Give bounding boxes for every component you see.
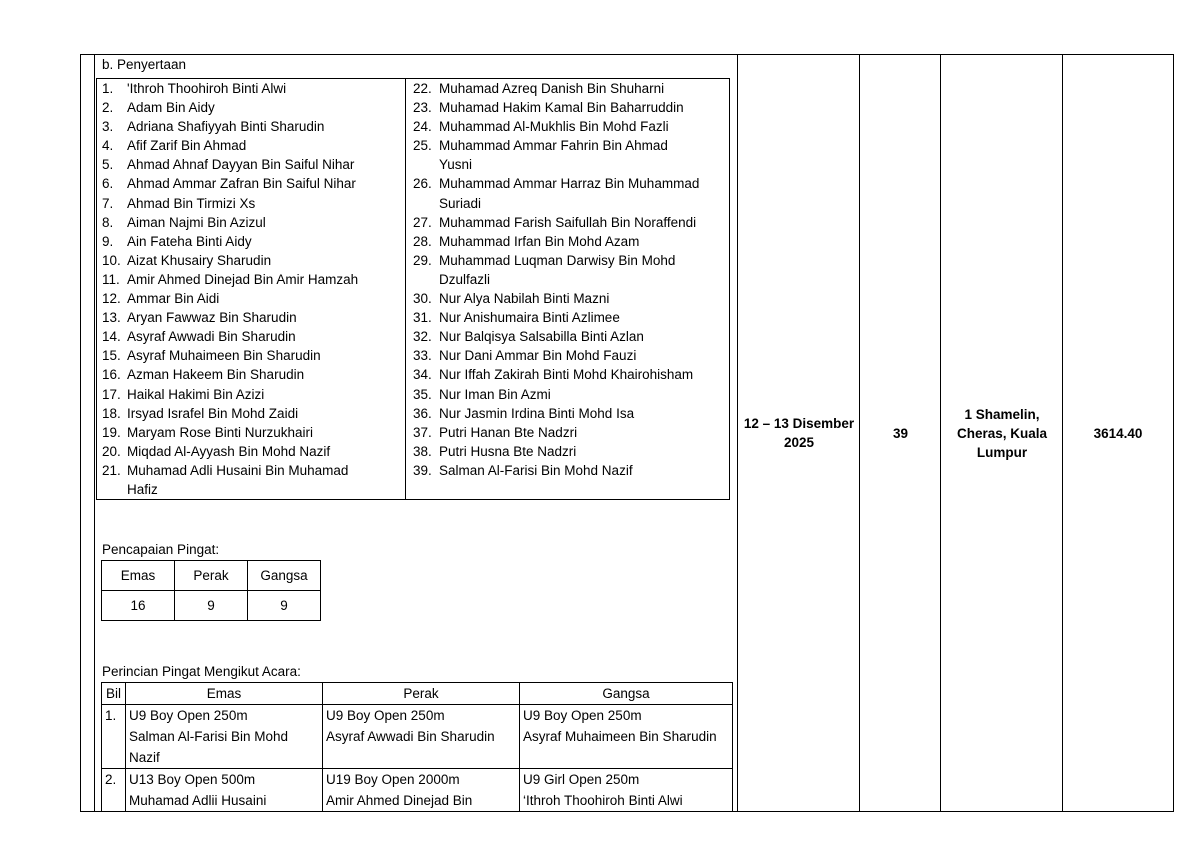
list-item-number: 23.: [413, 100, 432, 116]
athlete-name: Amir Ahmed Dinejad Bin: [326, 793, 473, 808]
list-item: [102, 289, 402, 308]
participants-left-column: [102, 79, 402, 499]
participant-name: Putri Husna Bte Nadzri: [439, 443, 577, 459]
list-item: [413, 365, 727, 384]
list-item-number: 5.: [102, 157, 114, 173]
detail-gangsa-cell: [520, 769, 733, 812]
list-item-number: 38.: [413, 443, 432, 459]
detail-header-emas: Emas: [126, 683, 323, 705]
detail-bil: 2.: [102, 769, 126, 812]
date-cell: 12 – 13 Disember 2025: [743, 416, 855, 450]
participant-name: Nur Alya Nabilah Binti Mazni: [439, 291, 610, 307]
athlete-name: Salman Al-Farisi Bin Mohd Nazif: [129, 729, 289, 765]
medal-count-gangsa: 9: [248, 591, 321, 621]
participant-name: Azman Hakeem Bin Sharudin: [127, 367, 305, 383]
detail-header-bil: Bil: [102, 683, 126, 705]
participant-name: Aiman Najmi Bin Azizul: [127, 214, 266, 230]
participant-name: Asyraf Muhaimeen Bin Sharudin: [127, 348, 321, 364]
participant-name: Asyraf Awwadi Bin Sharudin: [127, 329, 296, 345]
participant-name: Haikal Hakimi Bin Azizi: [127, 386, 265, 402]
participant-count-cell: 39: [892, 426, 909, 441]
list-item: [102, 442, 402, 461]
participant-name: Ahmad Ammar Zafran Bin Saiful Nihar: [127, 176, 356, 192]
medal-summary-label: Pencapaian Pingat:: [102, 542, 220, 557]
list-item-number: 27.: [413, 214, 432, 230]
list-item: [102, 270, 402, 289]
event-name: U13 Boy Open 500m: [129, 772, 256, 787]
detail-bil: 1.: [102, 705, 126, 769]
list-item: [102, 461, 402, 499]
participant-name: 'Ithroh Thoohiroh Binti Alwi: [127, 81, 287, 96]
list-item: [102, 136, 402, 155]
list-item: [413, 461, 727, 480]
participant-name: Ain Fateha Binti Aidy: [127, 233, 252, 249]
participant-name: Salman Al-Farisi Bin Mohd Nazif: [439, 462, 633, 478]
list-item-number: 1.: [102, 81, 114, 96]
list-item-number: 3.: [102, 119, 114, 135]
event-name: U9 Boy Open 250m: [129, 708, 248, 723]
event-name: U9 Boy Open 250m: [523, 708, 642, 723]
list-item: [413, 308, 727, 327]
medal-detail-table: [101, 682, 733, 812]
list-item-number: 10.: [102, 252, 121, 268]
list-item: [413, 232, 727, 251]
list-item: [102, 155, 402, 174]
participant-name: Aryan Fawwaz Bin Sharudin: [127, 310, 297, 326]
detail-emas-cell: [126, 705, 323, 769]
medal-header-gangsa: Gangsa: [248, 561, 321, 591]
participant-name: Muhamad Adli Husaini Bin Muhamad Hafiz: [127, 462, 349, 497]
list-item: [102, 385, 402, 404]
participant-name: Miqdad Al-Ayyash Bin Mohd Nazif: [127, 443, 331, 459]
table-row: [102, 769, 733, 812]
list-item: [102, 308, 402, 327]
list-item-number: 30.: [413, 291, 432, 307]
list-item-number: 24.: [413, 119, 432, 135]
list-item-number: 20.: [102, 443, 121, 459]
list-item: [413, 79, 727, 98]
list-item-number: 8.: [102, 214, 114, 230]
column-divider: [94, 54, 95, 812]
list-item: [413, 251, 727, 289]
participant-name: Putri Hanan Bte Nadzri: [439, 424, 578, 440]
detail-header-perak: Perak: [323, 683, 520, 705]
participant-name: Nur Iffah Zakirah Binti Mohd Khairohisham: [439, 367, 694, 383]
list-item: [413, 423, 727, 442]
list-item-number: 34.: [413, 367, 432, 383]
list-item-number: 21.: [102, 462, 121, 478]
participant-name: Ahmad Ahnaf Dayyan Bin Saiful Nihar: [127, 157, 355, 173]
list-item: [413, 404, 727, 423]
participant-name: Adam Bin Aidy: [127, 100, 215, 116]
list-item: [413, 442, 727, 461]
column-divider: [859, 54, 860, 812]
participant-name: Amir Ahmed Dinejad Bin Amir Hamzah: [127, 271, 359, 287]
list-item: [413, 213, 727, 232]
list-item-number: 35.: [413, 386, 432, 402]
detail-perak-cell: [323, 769, 520, 812]
list-item-number: 14.: [102, 329, 121, 345]
participant-name: Adriana Shafiyyah Binti Sharudin: [127, 119, 325, 135]
list-item-number: 9.: [102, 233, 114, 249]
participant-name: Nur Jasmin Irdina Binti Mohd Isa: [439, 405, 635, 421]
list-item-number: 19.: [102, 424, 121, 440]
participant-name: Nur Anishumaira Binti Azlimee: [439, 310, 620, 326]
list-item-number: 12.: [102, 291, 121, 307]
detail-perak-cell: [323, 705, 520, 769]
list-item-number: 28.: [413, 233, 432, 249]
list-item: [413, 385, 727, 404]
list-item-number: 13.: [102, 310, 121, 326]
list-item: [102, 327, 402, 346]
list-item: [102, 98, 402, 117]
medal-header-emas: Emas: [102, 561, 175, 591]
list-item-number: 2.: [102, 100, 114, 116]
column-divider: [940, 54, 941, 812]
participant-name: Nur Balqisya Salsabilla Binti Azlan: [439, 329, 644, 345]
list-item: [413, 327, 727, 346]
participant-name: Aizat Khusairy Sharudin: [127, 252, 272, 268]
event-name: U9 Girl Open 250m: [523, 772, 640, 787]
location-cell: 1 Shamelin, Cheras, Kuala Lumpur: [956, 407, 1048, 460]
amount-cell: 3614.40: [1093, 426, 1143, 441]
participant-name: Irsyad Israfel Bin Mohd Zaidi: [127, 405, 299, 421]
list-item-number: 6.: [102, 176, 114, 192]
list-item-number: 36.: [413, 405, 432, 421]
list-item-number: 29.: [413, 252, 432, 268]
list-item: [102, 423, 402, 442]
list-item-number: 31.: [413, 310, 432, 326]
event-name: U9 Boy Open 250m: [326, 708, 445, 723]
list-item: [102, 251, 402, 270]
medal-count-perak: 9: [175, 591, 248, 621]
participant-name: Muhammad Al-Mukhlis Bin Mohd Fazli: [439, 119, 669, 135]
list-item-number: 11.: [102, 271, 120, 287]
list-item: [413, 346, 727, 365]
list-item-number: 22.: [413, 81, 432, 96]
participants-right-column: [413, 79, 727, 480]
column-divider: [1062, 54, 1063, 812]
table-row: [102, 705, 733, 769]
participant-name: Maryam Rose Binti Nurzukhairi: [127, 424, 314, 440]
list-item: [413, 136, 727, 174]
column-divider: [737, 54, 738, 812]
event-name: U19 Boy Open 2000m: [326, 772, 460, 787]
participant-name: Muhammad Luqman Darwisy Bin Mohd Dzulfazli: [439, 252, 676, 287]
list-item: [102, 232, 402, 251]
participant-name: Ahmad Bin Tirmizi Xs: [127, 195, 256, 211]
list-item: [413, 174, 727, 212]
list-item: [102, 404, 402, 423]
athlete-name: Asyraf Awwadi Bin Sharudin: [326, 729, 495, 744]
detail-gangsa-cell: [520, 705, 733, 769]
list-item-number: 15.: [102, 348, 121, 364]
participant-name: Nur Iman Bin Azmi: [439, 386, 551, 402]
detail-header-gangsa: Gangsa: [520, 683, 733, 705]
list-item: [413, 98, 727, 117]
list-item-number: 18.: [102, 405, 121, 421]
detail-emas-cell: [126, 769, 323, 812]
athlete-name: Asyraf Muhaimeen Bin Sharudin: [523, 729, 717, 744]
medal-detail-label: Perincian Pingat Mengikut Acara:: [102, 664, 301, 679]
list-item-number: 37.: [413, 424, 432, 440]
list-item: [102, 194, 402, 213]
list-item-number: 7.: [102, 195, 114, 211]
participant-name: Ammar Bin Aidi: [127, 291, 220, 307]
list-item: [413, 117, 727, 136]
list-item-number: 16.: [102, 367, 121, 383]
participant-name: Muhammad Farish Saifullah Bin Noraffendi: [439, 214, 697, 230]
list-item: [102, 365, 402, 384]
athlete-name: ‘Ithroh Thoohiroh Binti Alwi: [523, 793, 683, 808]
participant-name: Muhammad Ammar Harraz Bin Muhammad Suriadi: [439, 176, 700, 211]
list-item: [102, 117, 402, 136]
list-item-number: 39.: [413, 462, 432, 478]
list-item: [102, 213, 402, 232]
list-item-number: 33.: [413, 348, 432, 364]
list-item: [102, 174, 402, 193]
athlete-name: Muhamad Adlii Husaini: [129, 793, 267, 808]
medal-count-emas: 16: [102, 591, 175, 621]
participant-name: Muhamad Azreq Danish Bin Shuharni: [439, 81, 665, 96]
participant-name: Muhamad Hakim Kamal Bin Baharruddin: [439, 100, 684, 116]
section-title: b. Penyertaan: [102, 57, 187, 72]
list-item-number: 17.: [102, 386, 121, 402]
participant-name: Muhammad Ammar Fahrin Bin Ahmad Yusni: [439, 138, 668, 173]
medal-summary-table: [101, 560, 321, 621]
list-item-number: 25.: [413, 138, 432, 154]
list-item: [102, 79, 402, 98]
participants-divider: [405, 78, 406, 500]
medal-header-perak: Perak: [175, 561, 248, 591]
participant-name: Muhammad Irfan Bin Mohd Azam: [439, 233, 640, 249]
list-item: [413, 289, 727, 308]
list-item-number: 32.: [413, 329, 432, 345]
list-item: [102, 346, 402, 365]
participant-name: Nur Dani Ammar Bin Mohd Fauzi: [439, 348, 637, 364]
list-item-number: 4.: [102, 138, 114, 154]
participant-name: Afif Zarif Bin Ahmad: [127, 138, 247, 154]
list-item-number: 26.: [413, 176, 432, 192]
